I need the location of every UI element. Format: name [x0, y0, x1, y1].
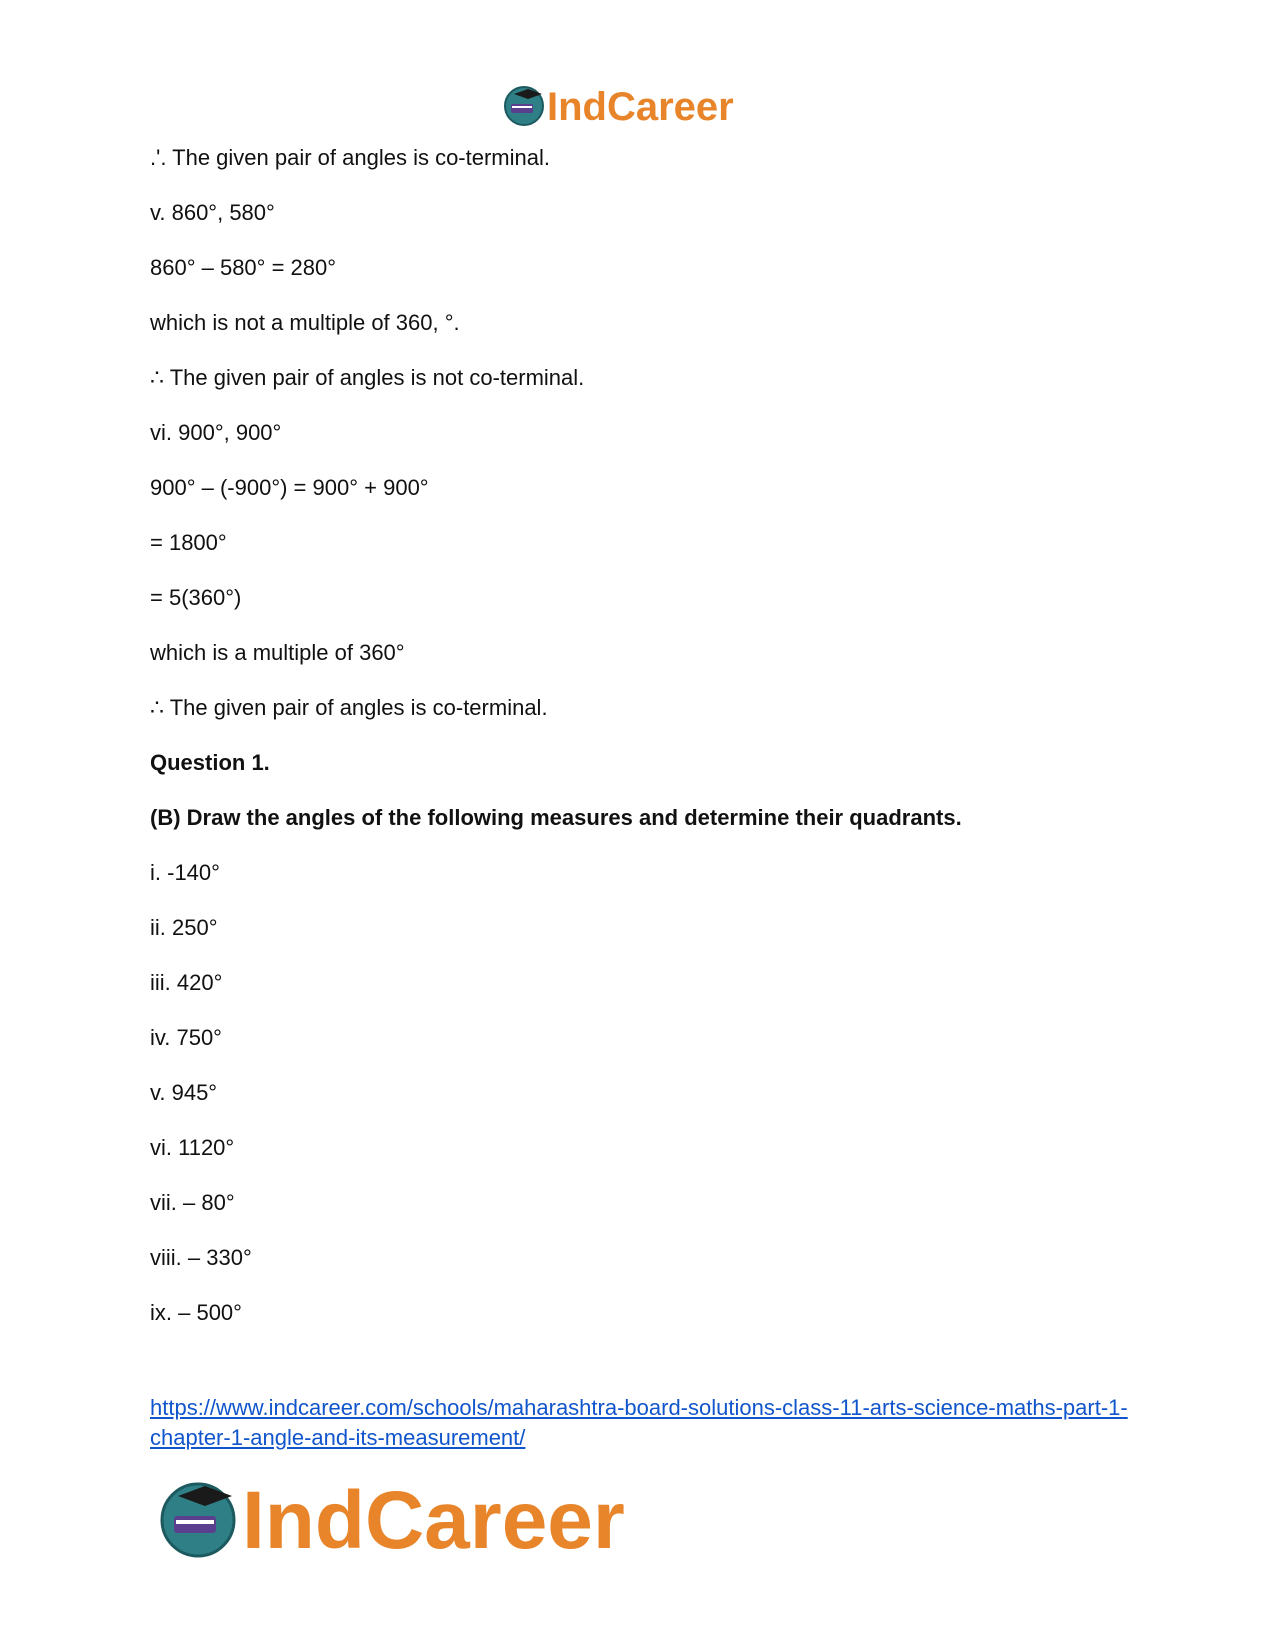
text-line: which is not a multiple of 360, °.: [150, 310, 460, 335]
text-line: iv. 750°: [150, 1025, 222, 1050]
heading-line: (B) Draw the angles of the following measures and determine their quadrants.: [150, 805, 962, 830]
text-line: 900° – (-900°) = 900° + 900°: [150, 475, 429, 500]
footer-link-block: [150, 1393, 1130, 1453]
text-line: vii. – 80°: [150, 1190, 235, 1215]
indcareer-logo-bottom: [158, 1468, 703, 1562]
text-line: 860° – 580° = 280°: [150, 255, 337, 280]
text-line: vi. 1120°: [150, 1135, 235, 1160]
text-line: ∴ The given pair of angles is not co-terminal.: [150, 365, 585, 390]
text-line: .'. The given pair of angles is co-terminal.: [150, 145, 550, 170]
text-line: viii. – 330°: [150, 1245, 252, 1270]
text-line: which is a multiple of 360°: [150, 640, 405, 665]
heading-line: Question 1.: [150, 750, 270, 775]
books-icon: [174, 1516, 216, 1533]
text-line: ix. – 500°: [150, 1300, 242, 1325]
text-line: i. -140°: [150, 860, 220, 885]
brand-wordmark: IndCareer: [547, 85, 734, 129]
text-line: = 1800°: [150, 530, 227, 555]
text-line: = 5(360°): [150, 585, 242, 610]
books-icon: [511, 104, 533, 113]
text-line: ii. 250°: [150, 915, 218, 940]
text-line: ∴ The given pair of angles is co-terminal.: [150, 695, 548, 720]
text-line: vi. 900°, 900°: [150, 420, 282, 445]
text-line: v. 945°: [150, 1080, 218, 1105]
text-line: iii. 420°: [150, 970, 223, 995]
text-line: v. 860°, 580°: [150, 200, 275, 225]
document-body: [150, 145, 1130, 1355]
source-url-link[interactable]: https://www.indcareer.com/schools/maharashtra-board-solutions-class-11-arts-science-maths-part-1-chapter-1-angle-and-its-measurement/: [150, 1395, 1128, 1450]
brand-wordmark: IndCareer: [242, 1475, 625, 1562]
indcareer-logo-top: [503, 80, 783, 130]
